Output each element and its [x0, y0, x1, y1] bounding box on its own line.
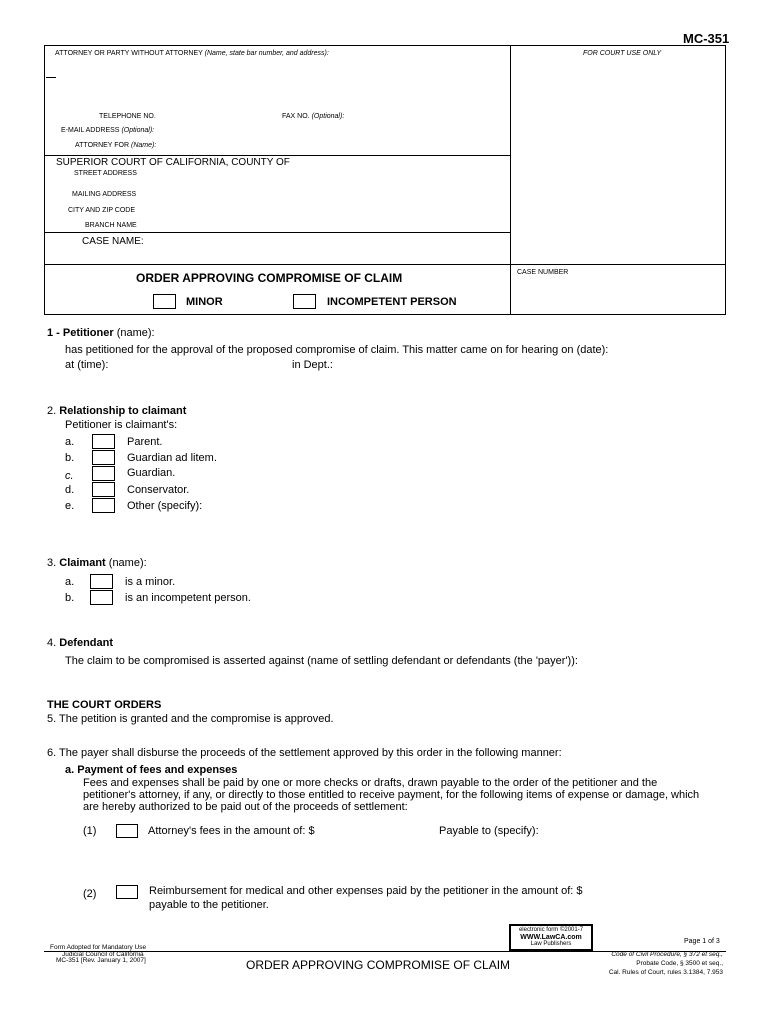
- hearing-text: has petitioned for the approval of the proposed compromise of claim. This matter came on for hearing on (date):: [65, 344, 609, 356]
- payable-to-label: Payable to (specify):: [439, 825, 539, 837]
- relationship-b-checkbox[interactable]: [92, 450, 115, 465]
- fee-1-number: (1): [83, 825, 97, 837]
- relationship-sub: Petitioner is claimant's:: [65, 419, 178, 431]
- publisher-stamp: electronic form ©2001-7 WWW.LawCA.com Law Publishers: [509, 924, 593, 951]
- claimant-a-label: is a minor.: [125, 576, 176, 588]
- defendant-text: The claim to be compromised is asserted against (name of settling defendant or defendants (the 'payer')):: [65, 655, 578, 667]
- form-adopted-note: Form Adopted for Mandatory Use Judicial Council of California MC-351 [Rev. January 1, 2007]: [50, 944, 147, 964]
- order-item-6: 6. The payer shall disburse the proceeds of the settlement approved by this order in the following manner:: [47, 747, 562, 759]
- fax-label: FAX NO. (Optional):: [282, 113, 345, 120]
- incompetent-label: INCOMPETENT PERSON: [327, 296, 457, 308]
- fees-para-1: Fees and expenses shall be paid by one or more checks or drafts, drawn payable to the order of the petitioner and the: [83, 777, 658, 789]
- hearing-time-label: at (time):: [65, 359, 109, 371]
- attorney-fees-label: Attorney's fees in the amount of: $: [148, 825, 315, 837]
- claimant-b-letter: b.: [65, 592, 75, 604]
- relationship-a-checkbox[interactable]: [92, 434, 115, 449]
- case-name-label: CASE NAME:: [82, 236, 144, 247]
- fees-para-3: are hereby authorized to be paid out of the proceeds of settlement:: [83, 801, 408, 813]
- form-title: ORDER APPROVING COMPROMISE OF CLAIM: [136, 271, 403, 285]
- claimant-incompetent-checkbox[interactable]: [90, 590, 113, 605]
- relationship-c-checkbox[interactable]: [92, 466, 115, 481]
- street-label: STREET ADDRESS: [74, 170, 137, 177]
- citation-2: Probate Code, § 3500 et seq.,: [636, 960, 723, 967]
- incompetent-checkbox[interactable]: [293, 294, 316, 309]
- minor-checkbox[interactable]: [153, 294, 176, 309]
- minor-label: MINOR: [186, 296, 223, 308]
- branch-label: BRANCH NAME: [85, 222, 137, 229]
- email-label: E-MAIL ADDRESS (Optional):: [61, 127, 155, 134]
- relationship-b-label: Guardian ad litem.: [127, 452, 217, 464]
- relationship-e-checkbox[interactable]: [92, 498, 115, 513]
- mailing-label: MAILING ADDRESS: [72, 191, 137, 198]
- petitioner-heading: 1 - Petitioner (name):: [47, 327, 155, 339]
- relationship-d-checkbox[interactable]: [92, 482, 115, 497]
- reimbursement-checkbox[interactable]: [116, 885, 138, 899]
- hearing-dept-label: in Dept.:: [292, 359, 333, 371]
- case-number-label: CASE NUMBER: [517, 269, 569, 276]
- relationship-d-letter: d.: [65, 484, 75, 496]
- relationship-d-label: Conservator.: [127, 484, 190, 496]
- court-use-label: FOR COURT USE ONLY: [583, 50, 662, 57]
- court-orders-heading: THE COURT ORDERS: [47, 699, 162, 711]
- order-item-5: 5. The petition is granted and the compromise is approved.: [47, 713, 334, 725]
- reimbursement-line-2: payable to the petitioner.: [149, 899, 269, 911]
- relationship-e-label: Other (specify):: [127, 500, 203, 512]
- telephone-label: TELEPHONE NO.: [99, 113, 156, 120]
- attorney-input[interactable]: [46, 77, 56, 78]
- relationship-a-letter: a.: [65, 436, 75, 448]
- reimbursement-line-1: Reimbursement for medical and other expenses paid by the petitioner in the amount of: $: [149, 885, 583, 897]
- fees-para-2: petitioner's attorney, if any, or directly to those entitled to receive payment, for the following items of expense or damage, which: [83, 789, 700, 801]
- defendant-heading: 4. Defendant: [47, 637, 114, 649]
- attorney-label: ATTORNEY OR PARTY WITHOUT ATTORNEY (Name, state bar number, and address):: [55, 50, 329, 57]
- relationship-c-label: Guardian.: [127, 467, 176, 479]
- fee-2-number: (2): [83, 888, 97, 900]
- claimant-heading: 3. Claimant (name):: [47, 557, 147, 569]
- court-name: SUPERIOR COURT OF CALIFORNIA, COUNTY OF: [56, 157, 290, 168]
- relationship-a-label: Parent.: [127, 436, 163, 448]
- attorney-fees-checkbox[interactable]: [116, 824, 138, 838]
- relationship-e-letter: e.: [65, 500, 75, 512]
- fees-heading: a. Payment of fees and expenses: [65, 764, 238, 776]
- relationship-b-letter: b.: [65, 452, 75, 464]
- claimant-a-letter: a.: [65, 576, 75, 588]
- page-number: Page 1 of 3: [684, 938, 720, 945]
- claimant-b-label: is an incompetent person.: [125, 592, 251, 604]
- form-number: MC-351: [683, 31, 730, 46]
- claimant-minor-checkbox[interactable]: [90, 574, 113, 589]
- citation-1: Code of Civil Procedure, § 372 et seq.,: [611, 951, 723, 958]
- relationship-c-letter: c.: [65, 470, 74, 482]
- attorney-for-label: ATTORNEY FOR (Name):: [75, 142, 157, 149]
- footer-title: ORDER APPROVING COMPROMISE OF CLAIM: [246, 958, 511, 972]
- city-zip-label: CITY AND ZIP CODE: [68, 207, 136, 214]
- relationship-heading: 2. Relationship to claimant: [47, 405, 187, 417]
- citation-3: Cal. Rules of Court, rules 3.1384, 7.953: [608, 969, 723, 976]
